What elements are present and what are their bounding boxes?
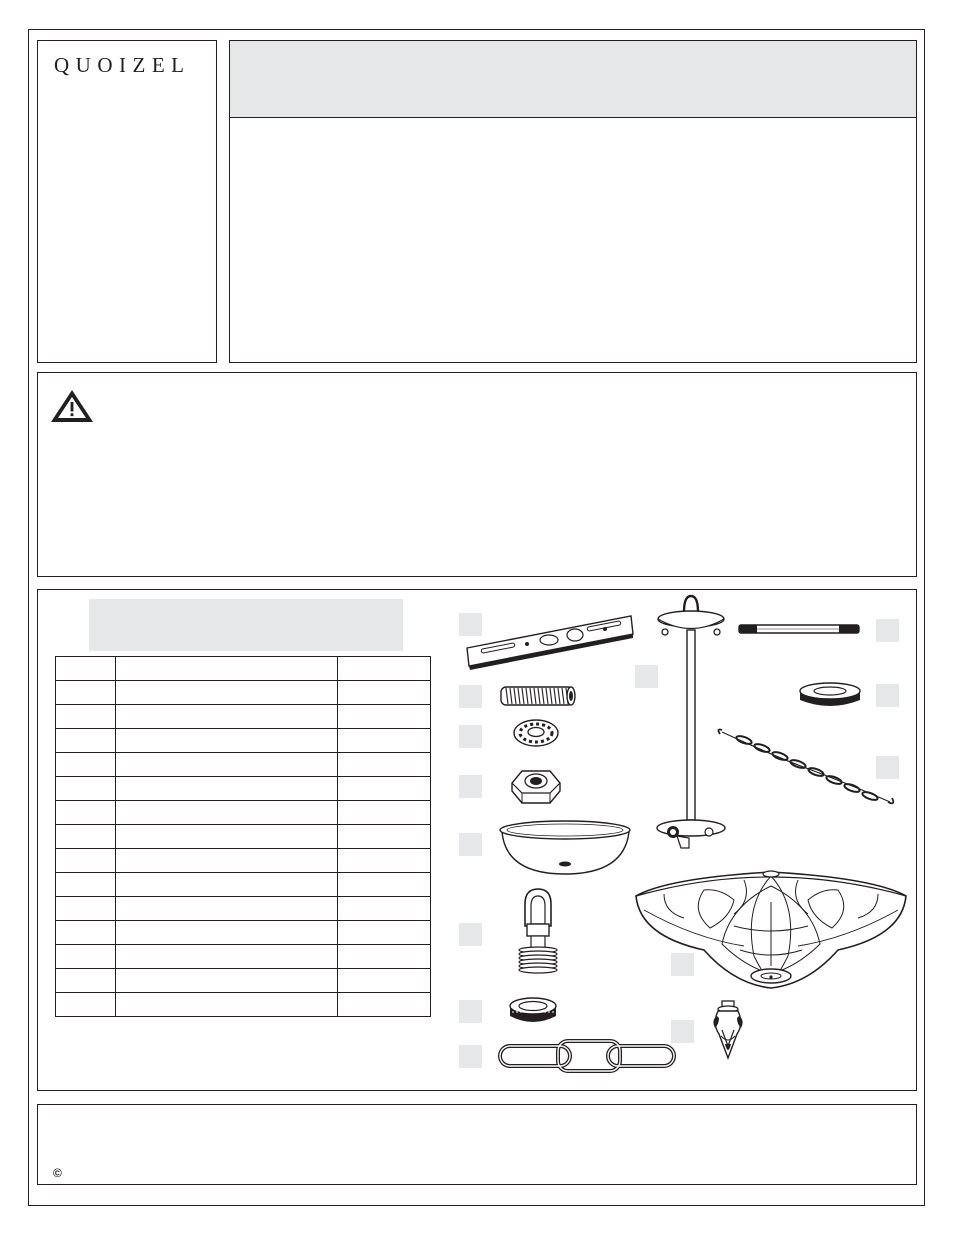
threaded-rod-illustration bbox=[738, 622, 860, 636]
table-row bbox=[56, 777, 431, 801]
part-qty-cell bbox=[338, 801, 431, 825]
part-label-b bbox=[459, 685, 482, 708]
table-row bbox=[56, 945, 431, 969]
part-qty-cell bbox=[338, 657, 431, 681]
chain-illustration bbox=[498, 1039, 678, 1075]
hex-nut-illustration bbox=[510, 765, 562, 805]
parts-table bbox=[55, 656, 431, 1017]
parts-panel bbox=[37, 589, 917, 1091]
table-row bbox=[56, 705, 431, 729]
part-qty-cell bbox=[338, 753, 431, 777]
part-key-cell bbox=[56, 801, 116, 825]
part-description-cell bbox=[116, 945, 338, 969]
part-description-cell bbox=[116, 921, 338, 945]
part-qty-cell bbox=[338, 849, 431, 873]
threaded-nipple-illustration bbox=[498, 683, 578, 709]
part-qty-cell bbox=[338, 897, 431, 921]
crossbar-illustration bbox=[465, 610, 635, 674]
part-key-cell bbox=[56, 849, 116, 873]
part-label-d bbox=[459, 775, 482, 798]
part-description-cell bbox=[116, 705, 338, 729]
part-key-cell bbox=[56, 945, 116, 969]
part-key-cell bbox=[56, 705, 116, 729]
part-key-cell bbox=[56, 729, 116, 753]
part-description-cell bbox=[116, 729, 338, 753]
table-row bbox=[56, 921, 431, 945]
part-description-cell bbox=[116, 777, 338, 801]
part-key-cell bbox=[56, 873, 116, 897]
part-description-cell bbox=[116, 657, 338, 681]
canopy-illustration bbox=[498, 818, 633, 876]
part-description-cell bbox=[116, 681, 338, 705]
brand-logo: QUOIZEL bbox=[54, 53, 191, 77]
part-qty-cell bbox=[338, 681, 431, 705]
loop-coupling-illustration bbox=[515, 886, 561, 980]
part-qty-cell bbox=[338, 705, 431, 729]
part-description-cell bbox=[116, 849, 338, 873]
part-label-l bbox=[876, 619, 899, 642]
part-key-cell bbox=[56, 825, 116, 849]
table-row bbox=[56, 753, 431, 777]
part-qty-cell bbox=[338, 729, 431, 753]
part-qty-cell bbox=[338, 993, 431, 1017]
warning-triangle-icon bbox=[50, 389, 94, 423]
footer-panel bbox=[37, 1104, 917, 1185]
part-key-cell bbox=[56, 993, 116, 1017]
part-key-cell bbox=[56, 897, 116, 921]
lock-washer-illustration bbox=[512, 718, 560, 748]
washer-illustration bbox=[798, 682, 862, 710]
part-description-cell bbox=[116, 801, 338, 825]
table-row bbox=[56, 729, 431, 753]
hook-chain-illustration bbox=[714, 726, 898, 808]
ring-nut-illustration bbox=[508, 996, 558, 1026]
part-key-cell bbox=[56, 777, 116, 801]
part-label-c bbox=[459, 725, 482, 748]
finial-illustration bbox=[709, 1000, 747, 1060]
part-description-cell bbox=[116, 897, 338, 921]
parts-heading-band bbox=[89, 599, 403, 651]
part-key-cell bbox=[56, 921, 116, 945]
table-row bbox=[56, 825, 431, 849]
table-row bbox=[56, 897, 431, 921]
part-label-e bbox=[459, 833, 482, 856]
part-label-g bbox=[459, 1000, 482, 1023]
title-panel bbox=[229, 40, 917, 363]
table-row bbox=[56, 849, 431, 873]
part-description-cell bbox=[116, 825, 338, 849]
part-key-cell bbox=[56, 969, 116, 993]
part-key-cell bbox=[56, 657, 116, 681]
part-description-cell bbox=[116, 873, 338, 897]
table-row bbox=[56, 801, 431, 825]
part-key-cell bbox=[56, 681, 116, 705]
part-qty-cell bbox=[338, 825, 431, 849]
table-row bbox=[56, 993, 431, 1017]
part-qty-cell bbox=[338, 921, 431, 945]
bowl-shade-illustration bbox=[634, 866, 908, 994]
copyright-icon: © bbox=[53, 1166, 62, 1180]
part-key-cell bbox=[56, 753, 116, 777]
title-band bbox=[230, 41, 916, 118]
table-row bbox=[56, 969, 431, 993]
part-qty-cell bbox=[338, 873, 431, 897]
logo-panel bbox=[37, 40, 217, 363]
part-qty-cell bbox=[338, 969, 431, 993]
part-qty-cell bbox=[338, 945, 431, 969]
table-row bbox=[56, 657, 431, 681]
warning-panel bbox=[37, 372, 917, 577]
part-label-m bbox=[876, 684, 899, 707]
part-label-h bbox=[459, 1045, 482, 1068]
table-row bbox=[56, 681, 431, 705]
table-row bbox=[56, 873, 431, 897]
downrod-assembly-illustration bbox=[651, 592, 733, 854]
part-description-cell bbox=[116, 753, 338, 777]
part-description-cell bbox=[116, 969, 338, 993]
part-description-cell bbox=[116, 993, 338, 1017]
part-label-f bbox=[459, 923, 482, 946]
part-qty-cell bbox=[338, 777, 431, 801]
